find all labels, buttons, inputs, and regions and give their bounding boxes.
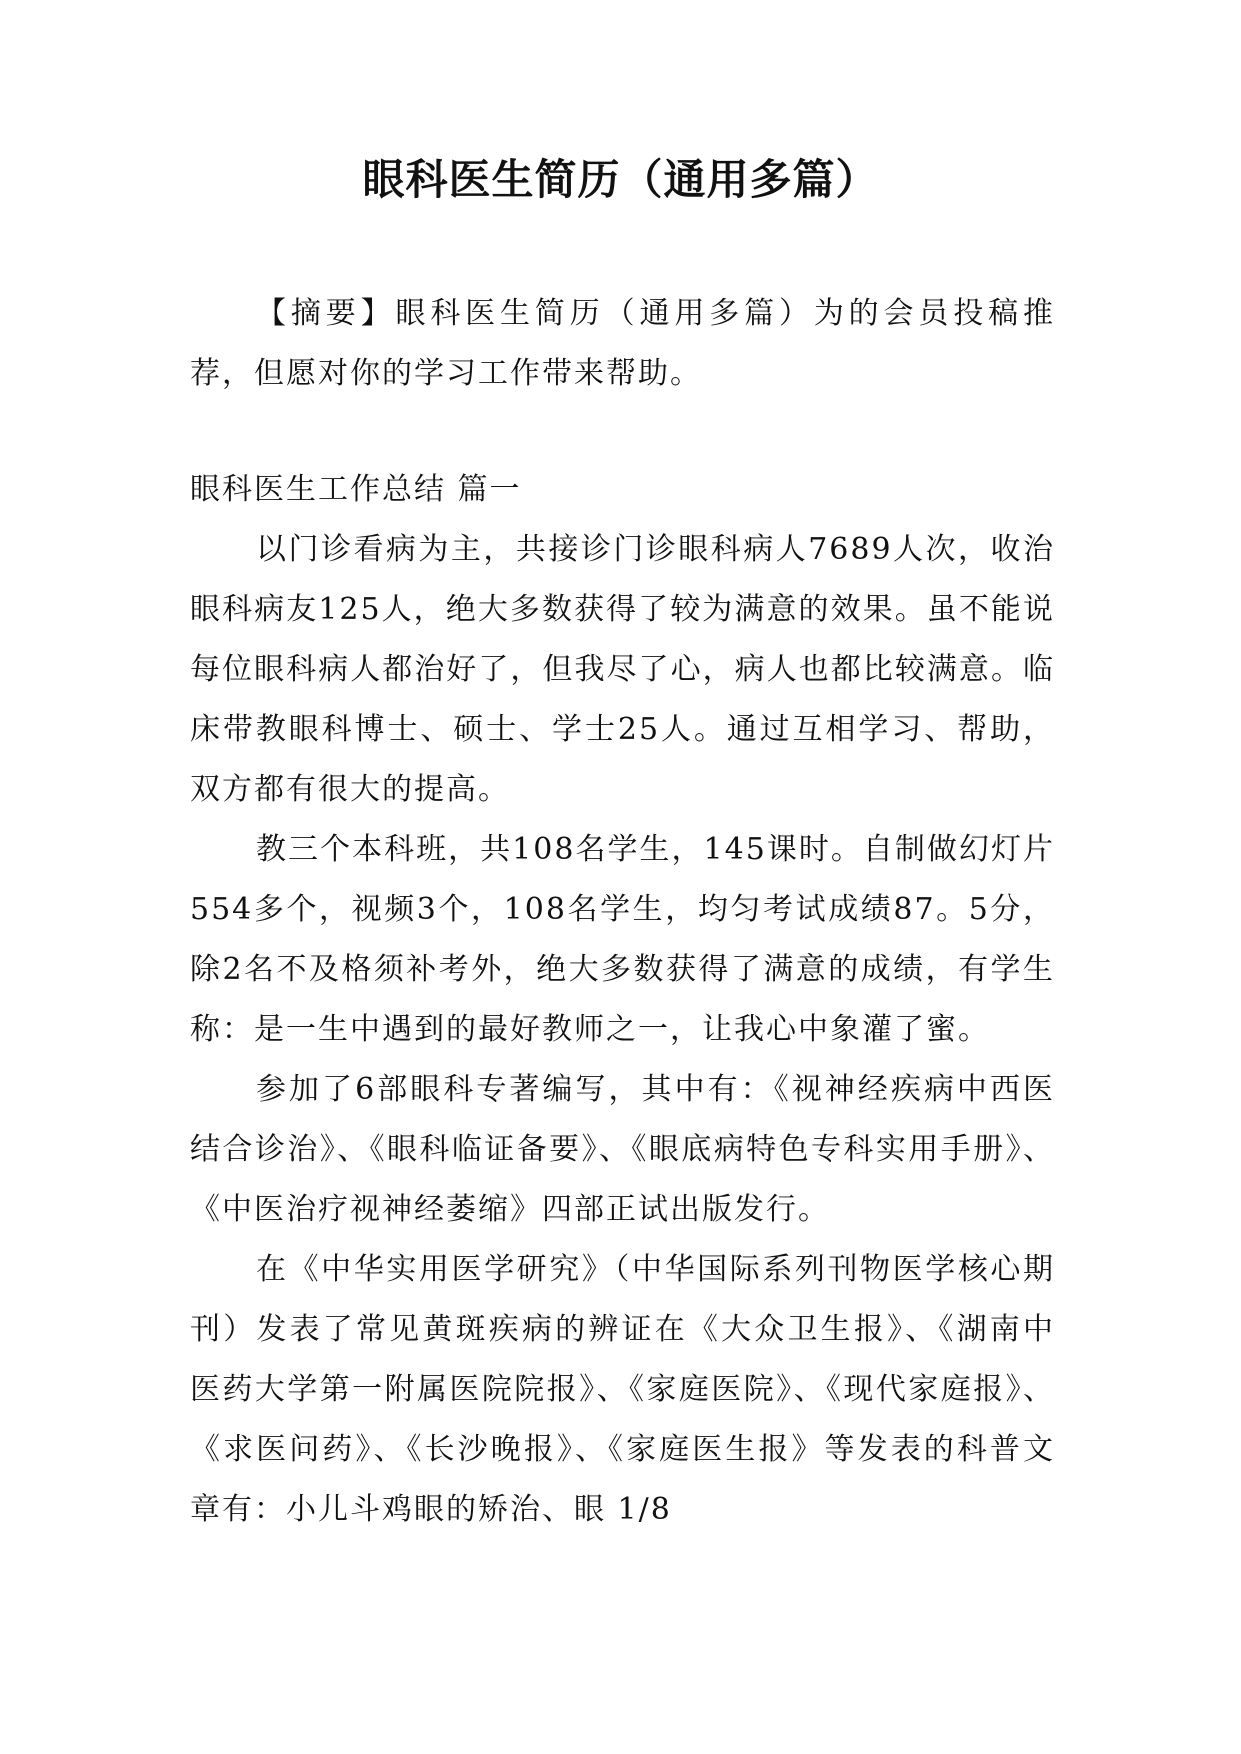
main-body <box>190 520 1055 1540</box>
abstract-paragraph <box>190 284 1055 404</box>
paragraph-4: 在《中华实用医学研究》（中华国际系列刊物医学核心期刊）发表了常见黄斑疾病的辨证在《大众卫生报》、《湖南中医药大学第一附属医院院报》、《家庭医院》、《现代家庭报》、《求医问药》、《长沙晚报》、《家庭医生报》等发表的科普文章有：小儿斗鸡眼的矫治、眼 1/8 <box>190 1252 1055 1527</box>
abstract-text: 【摘要】眼科医生简历（通用多篇）为的会员投稿推荐，但愿对你的学习工作带来帮助。 <box>190 296 1055 391</box>
section-heading: 眼科医生工作总结 篇一 <box>190 472 522 507</box>
paragraph-2: 教三个本科班，共108名学生，145课时。自制做幻灯片554多个，视频3个，108名学生，均匀考试成绩87。5分，除2名不及格须补考外，绝大多数获得了满意的成绩，有学生称：是一生中遇到的最好教师之一，让我心中象灌了蜜。 <box>190 832 1055 1047</box>
paragraph-3: 参加了6部眼科专著编写，其中有：《视神经疾病中西医结合诊治》、《眼科临证备要》、《眼底病特色专科实用手册》、《中医治疗视神经萎缩》四部正试出版发行。 <box>190 1072 1055 1227</box>
paragraph-1: 以门诊看病为主，共接诊门诊眼科病人7689人次，收治眼科病友125人，绝大多数获得了较为满意的效果。虽不能说每位眼科病人都治好了，但我尽了心，病人也都比较满意。临床带教眼科博士、硕士、学士25人。通过互相学习、帮助，双方都有很大的提高。 <box>190 532 1055 807</box>
document-title: 眼科医生简历（通用多篇） <box>362 155 879 204</box>
